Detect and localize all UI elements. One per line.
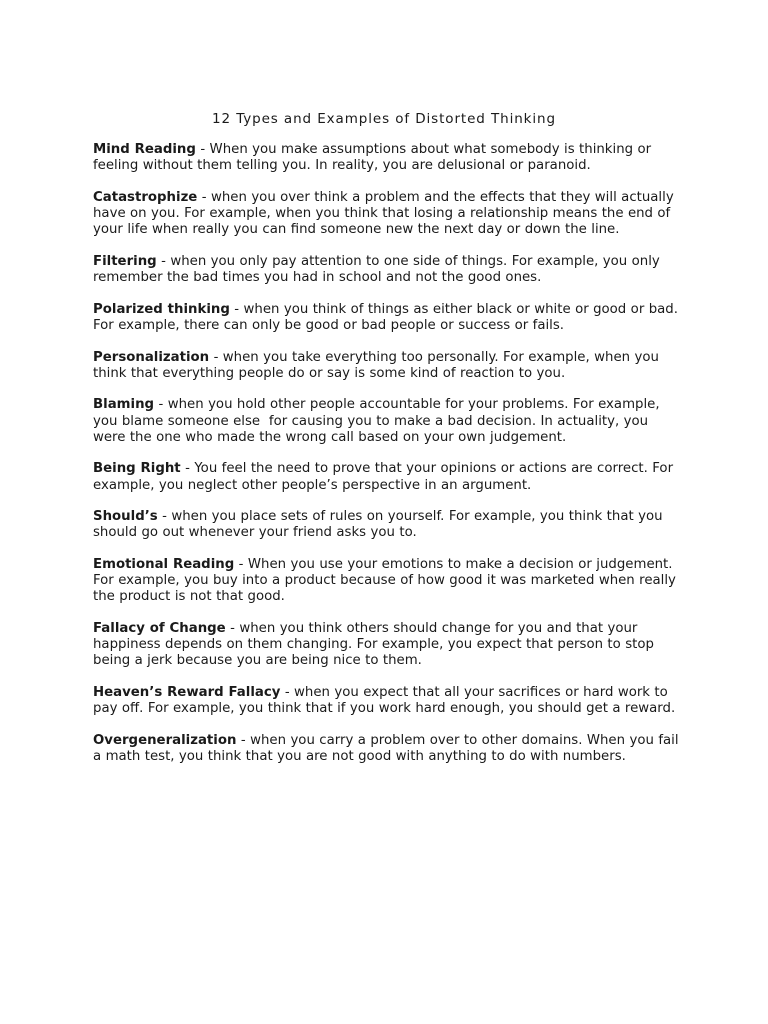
entry-text: - when you think of things as either black or white or good or bad. For example, there can only be good or bad people or success or fails. (93, 301, 678, 333)
entry-term: Blaming (93, 397, 155, 413)
entry-term: Heaven’s Reward Fallacy (93, 685, 281, 701)
entry-being-right (93, 461, 683, 493)
entry-text: - when you carry a problem over to other domains. When you fail a math test, you think that you are not good with anything to do with numbers. (93, 733, 679, 765)
entry-text: - You feel the need to prove that your opinions or actions are correct. For example, you neglect other people’s perspective in an argument. (93, 461, 674, 493)
entry-term: Being Right (93, 461, 181, 477)
entry-term: Should’s (93, 509, 158, 525)
document-title: 12 Types and Examples of Distorted Thinking (212, 111, 556, 127)
entry-text: - when you over think a problem and the effects that they will actually have on you. For example, when you think that losing a relationship means the end of your life when really you can find someone new the next day or down the line. (93, 189, 674, 238)
entry-text: - When you make assumptions about what somebody is thinking or feeling without them telling you. In reality, you are delusional or paranoid. (93, 142, 652, 174)
entry-blaming (93, 397, 683, 445)
entry-polarized-thinking (93, 302, 683, 334)
entry-list (93, 142, 683, 781)
entry-text: - when you expect that all your sacrifices or hard work to pay off. For example, you think that if you work hard enough, you should get a reward. (93, 685, 676, 717)
entry-heavens-reward-fallacy (93, 685, 683, 717)
entry-emotional-reading (93, 557, 683, 605)
entry-term: Overgeneralization (93, 733, 237, 748)
entry-text: - when you think others should change for you and that your happiness depends on them changing. For example, you expect that person to stop being a jerk because you are being nice to them. (93, 621, 654, 669)
entry-term: Catastrophize (93, 189, 198, 205)
entry-shoulds (93, 509, 683, 541)
entry-term: Filtering (93, 253, 157, 269)
entry-personalization (93, 350, 683, 382)
entry-overgeneralization (93, 733, 683, 765)
entry-text: - When you use your emotions to make a decision or judgement. For example, you buy into a product because of how good it was marketed when really the product is not that good. (93, 557, 676, 605)
entry-term: Mind Reading (93, 142, 196, 157)
entry-text: - when you hold other people accountable for your problems. For example, you blame someone else for causing you to make a bad decision. In actuality, you were the one who made the wrong call based on your own judgement. (93, 397, 664, 445)
entry-term: Emotional Reading (93, 557, 235, 573)
entry-text: - when you take everything too personally. For example, when you think that everything people do or say is some kind of reaction to you. (93, 349, 659, 381)
entry-catastrophize (93, 190, 683, 238)
entry-term: Polarized thinking (93, 301, 230, 317)
entry-fallacy-of-change (93, 621, 683, 669)
entry-text: - when you place sets of rules on yourself. For example, you think that you should go out whenever your friend asks you to. (93, 509, 663, 541)
entry-term: Fallacy of Change (93, 621, 226, 637)
entry-term: Personalization (93, 349, 210, 365)
entry-filtering (93, 254, 683, 286)
entry-mind-reading (93, 142, 683, 174)
entry-text: - when you only pay attention to one side of things. For example, you only remember the bad times you had in school and not the good ones. (93, 253, 660, 285)
